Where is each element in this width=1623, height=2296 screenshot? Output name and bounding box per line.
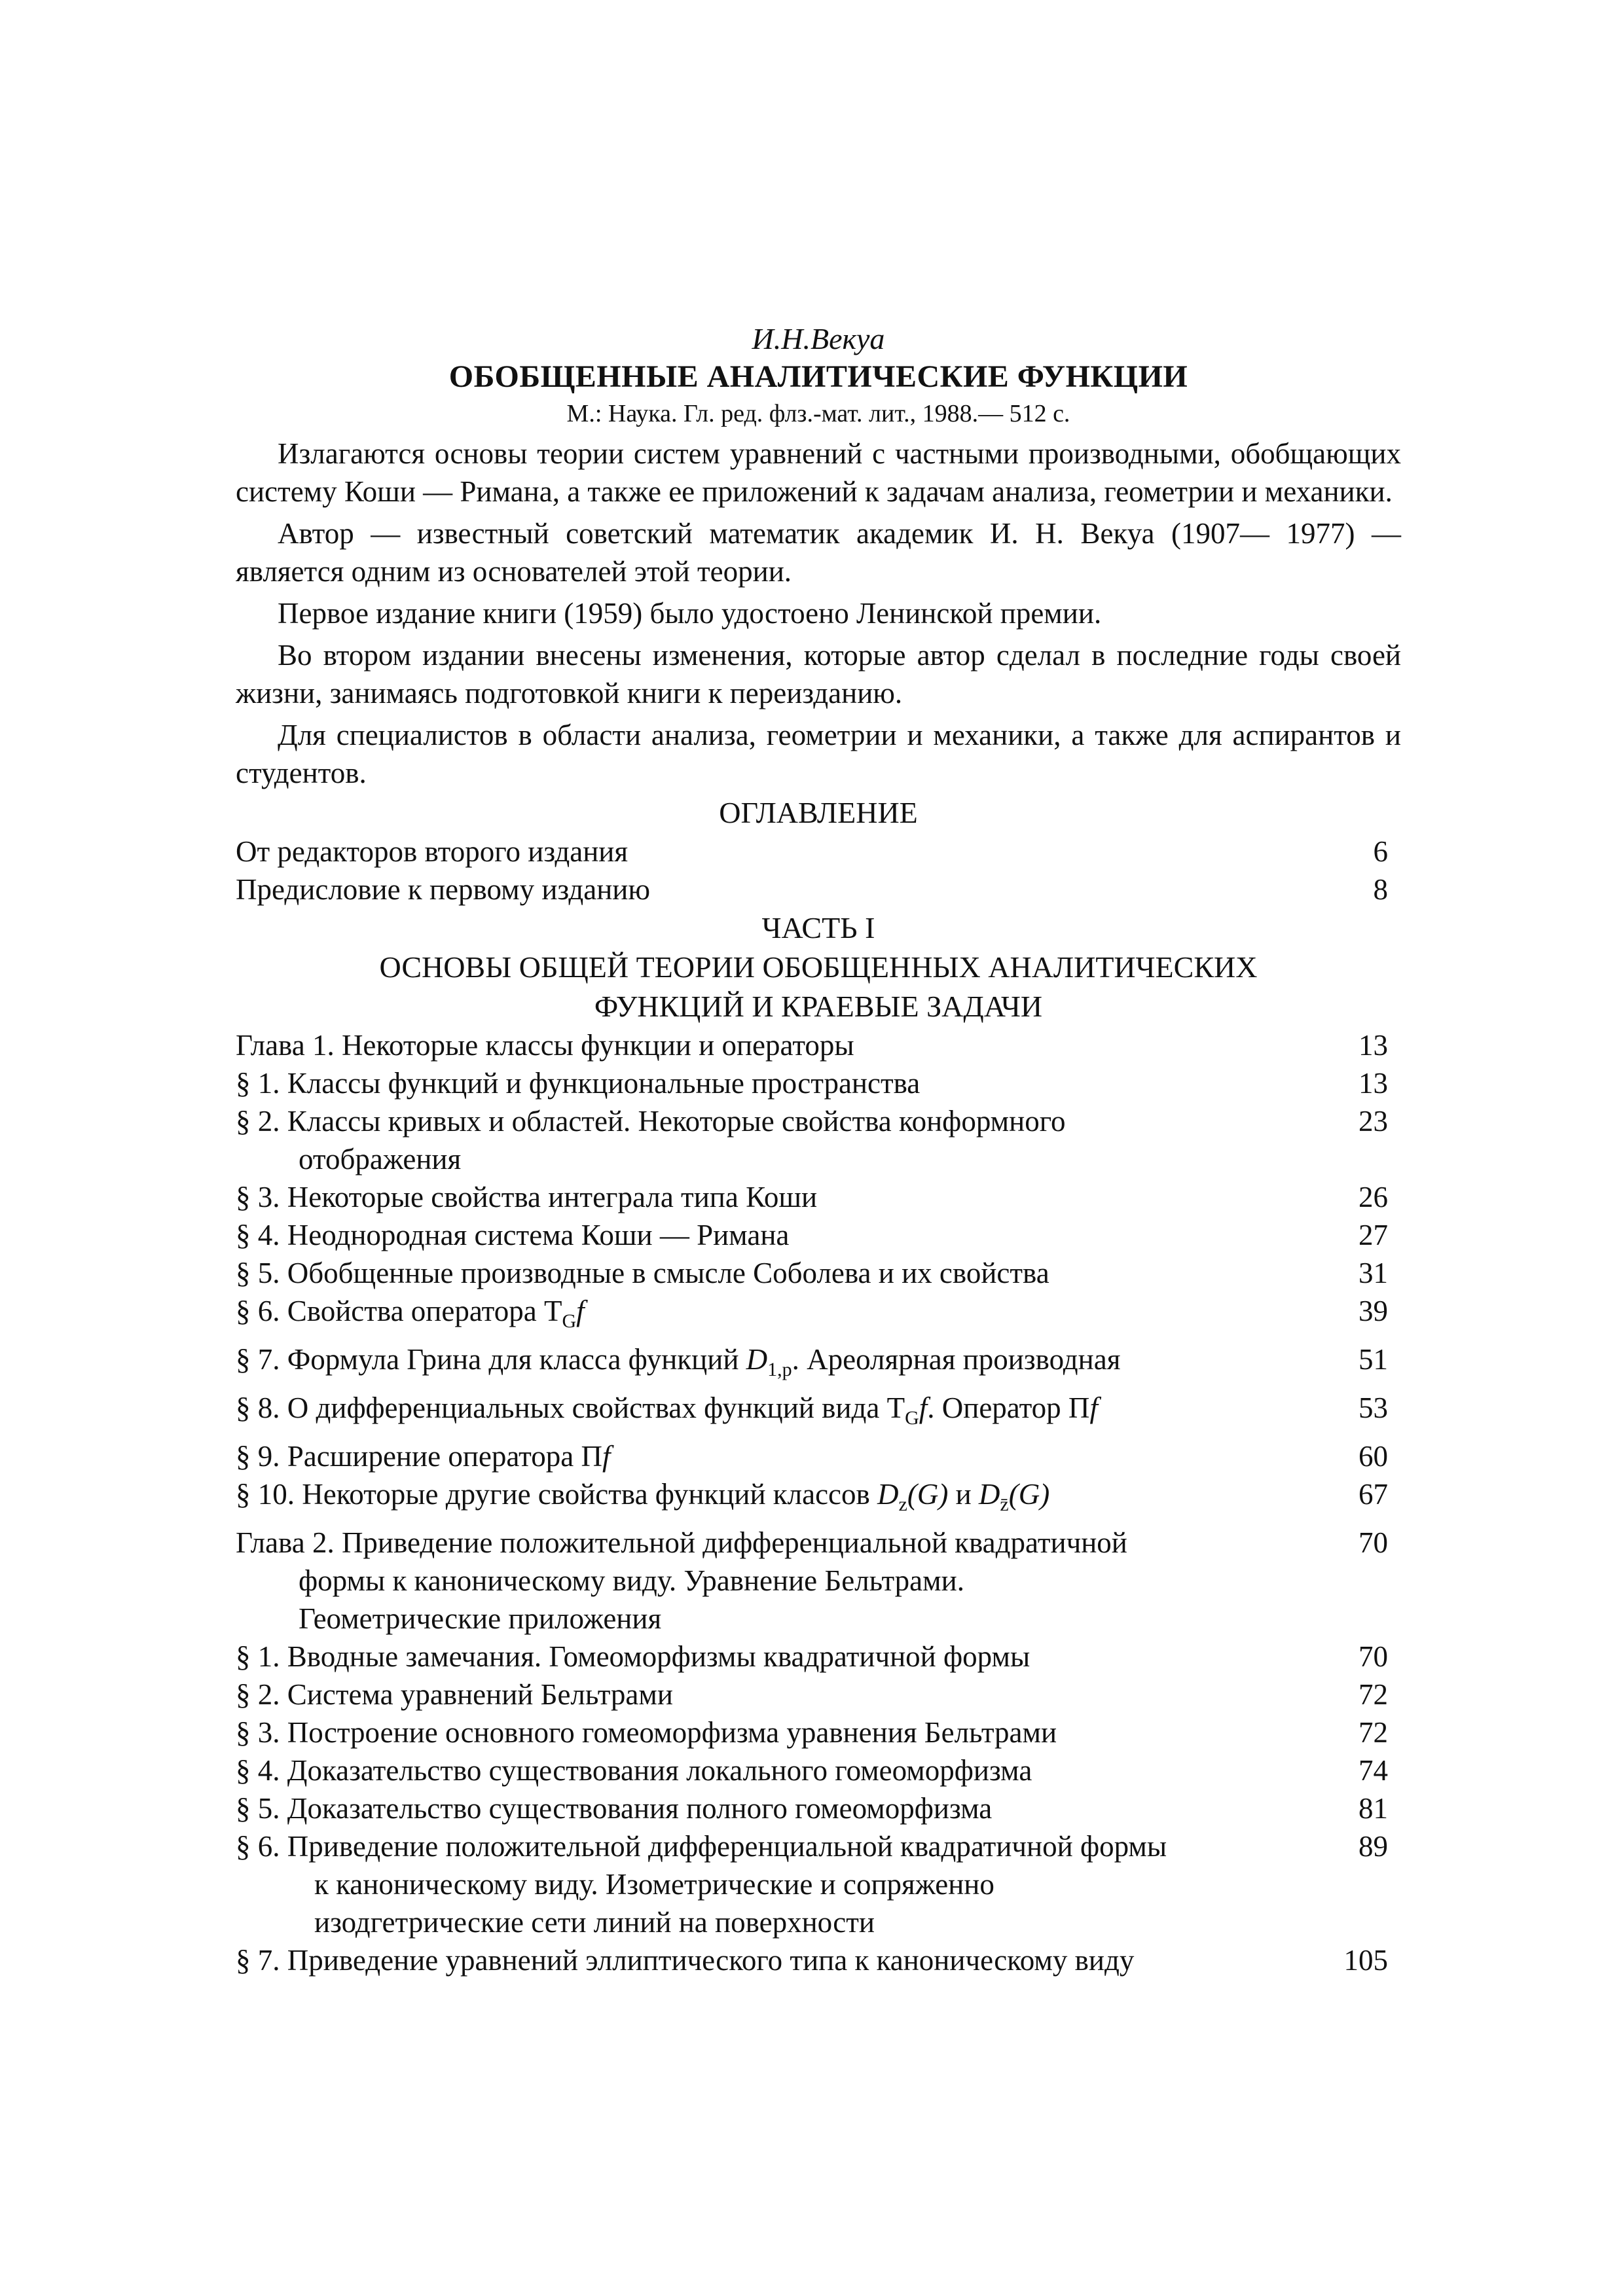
toc-entry-page: 51 [1359,1343,1388,1376]
toc-entry-title: § 6. Приведение положительной дифференциальной квадратичной формы [236,1830,1167,1863]
toc-entry-continuation: к каноническому виду. Изометрические и сопряженно [314,1868,994,1901]
toc-entry-title: § 2. Классы кривых и областей. Некоторые свойства конформного [236,1105,1066,1138]
toc-section [236,1827,1401,1941]
toc-section [236,1638,1401,1676]
abstract-paragraph: Для специалистов в области анализа, геометрии и механики, а также для аспирантов и студентов. [236,719,1401,789]
toc-entry-title: § 3. Построение основного гомеоморфизма уравнения Бельтрами [236,1716,1057,1749]
math-symbol: f [919,1391,928,1424]
abstract-paragraph: Автор — известный советский математик академик И. Н. Векуа (1907— 1977) — является одним из основателей этой теории. [236,517,1401,588]
math-subscript: G [562,1310,577,1332]
toc-entry-title: § 7. Приведение уравнений эллиптического типа к каноническому виду [236,1944,1135,1977]
math-symbol: f [576,1295,585,1327]
toc-entry-page: 8 [1373,873,1388,906]
toc-entry-page: 13 [1359,1067,1388,1100]
toc-entry-title: § 3. Некоторые свойства интеграла типа Коши [236,1181,818,1213]
toc-entry-title-block [236,1524,1322,1638]
toc-section [236,1751,1401,1789]
toc-entry-title: § 6. Свойства оператора T [236,1295,562,1327]
toc-entry-continuation: изодгетрические сети линий на поверхности [314,1906,875,1939]
table-of-contents [236,833,1401,1979]
toc-entry-page: 72 [1359,1678,1388,1711]
toc-entry-title: § 10. Некоторые другие свойства функций классов [236,1478,878,1511]
math-subscript: z̄ [1000,1494,1009,1515]
toc-section [236,1941,1401,1979]
toc-entry-page: 81 [1359,1792,1388,1825]
toc-section [236,1340,1401,1389]
abstract-paragraph: Во втором издании внесены изменения, которые автор сделал в последние годы своей жизни, занимаясь подготовкой книги к переизданию. [236,639,1401,709]
toc-chapter [236,1524,1401,1638]
toc-entry-page: 53 [1359,1391,1388,1424]
toc-entry-title-block [236,1102,1322,1178]
toc-entry-title: § 2. Система уравнений Бельтрами [236,1678,673,1711]
math-symbol: (G) [907,1478,949,1511]
math-symbol: f [1089,1391,1098,1424]
toc-section [236,1102,1401,1178]
toc-section [236,1789,1401,1827]
math-subscript: z [898,1494,907,1515]
toc-entry [236,870,1401,908]
toc-entry-page: 70 [1359,1640,1388,1673]
math-subscript: 1,p [767,1359,792,1380]
toc-entry-title: § 4. Доказательство существования локального гомеоморфизма [236,1754,1032,1787]
toc-entry-title: § 4. Неоднородная система Коши — Римана [236,1219,790,1251]
math-symbol: (G) [1008,1478,1050,1511]
toc-entry-continuation: отображения [299,1143,462,1175]
toc-entry-title-block [236,1437,1322,1475]
part-title-line: ФУНКЦИЙ И КРАЕВЫЕ ЗАДАЧИ [594,990,1043,1023]
toc-section [236,1713,1401,1751]
toc-entry-page: 72 [1359,1716,1388,1749]
book-title: ОБОБЩЕННЫЕ АНАЛИТИЧЕСКИЕ ФУНКЦИИ [448,359,1188,394]
toc-entry-title: § 5. Обобщенные производные в смысле Соболева и их свойства [236,1257,1049,1289]
toc-entry-title: § 7. Формула Грина для класса функций [236,1343,746,1376]
toc-section [236,1254,1401,1292]
toc-section [236,1676,1401,1713]
toc-entry-page: 70 [1359,1526,1388,1559]
part-label: ЧАСТЬ I [761,911,875,944]
toc-entry-tail: и [948,1478,979,1511]
toc-entry-page: 39 [1359,1295,1388,1327]
toc-entry-page: 27 [1359,1219,1388,1251]
document-page [236,321,1401,1979]
toc-entry-page: 31 [1359,1257,1388,1289]
toc-entry-title: От редакторов второго издания [236,835,629,868]
toc-heading: ОГЛАВЛЕНИЕ [719,796,918,829]
toc-entry-tail: . Оператор П [927,1391,1090,1424]
toc-entry-continuation: формы к каноническому виду. Уравнение Бельтрами. [299,1564,964,1597]
toc-section [236,1178,1401,1216]
toc-entry-title: § 1. Классы функций и функциональные пространства [236,1067,921,1100]
toc-entry-page: 89 [1359,1830,1388,1863]
toc-entry-title: Глава 2. Приведение положительной дифференциальной квадратичной [236,1526,1127,1559]
toc-entry-title: Предисловие к первому изданию [236,873,651,906]
toc-section [236,1292,1401,1340]
part-title-line: ОСНОВЫ ОБЩЕЙ ТЕОРИИ ОБОБЩЕННЫХ АНАЛИТИЧЕСКИХ [379,950,1258,984]
toc-entry-page: 67 [1359,1478,1388,1511]
toc-entry-title: § 8. О дифференциальных свойствах функций вида T [236,1391,905,1424]
toc-section [236,1389,1401,1437]
toc-entry-page: 105 [1343,1944,1388,1977]
toc-section [236,1064,1401,1102]
toc-entry-page: 23 [1359,1105,1388,1138]
toc-entry-title-block [236,1292,1322,1340]
toc-section [236,1475,1401,1524]
math-symbol: D [746,1343,768,1376]
book-imprint: М.: Наука. Гл. ред. флз.-мат. лит., 1988.— 512 с. [566,400,1070,427]
toc-entry-title-block [236,1340,1322,1389]
book-author: И.Н.Векуа [752,322,885,355]
toc-section [236,1216,1401,1254]
toc-section [236,1437,1401,1475]
toc-entry-title-block [236,1827,1322,1941]
math-symbol: D [978,1478,1000,1511]
toc-entry-page: 26 [1359,1181,1388,1213]
math-subscript: G [905,1407,919,1429]
toc-entry-page: 60 [1359,1440,1388,1473]
toc-entry-page: 13 [1359,1029,1388,1062]
toc-entry-page: 6 [1373,835,1388,868]
toc-entry-title-block [236,1389,1322,1437]
toc-chapter [236,1026,1401,1064]
toc-entry-tail: . Ареолярная производная [792,1343,1121,1376]
toc-entry-title-block [236,1475,1322,1524]
toc-entry-title: Глава 1. Некоторые классы функции и операторы [236,1029,854,1062]
math-symbol: f [602,1440,611,1473]
toc-entry-page: 74 [1359,1754,1388,1787]
toc-entry-title: § 9. Расширение оператора П [236,1440,602,1473]
toc-entry [236,833,1401,870]
math-symbol: D [877,1478,899,1511]
toc-entry-title: § 5. Доказательство существования полного гомеоморфизма [236,1792,993,1825]
toc-entry-title: § 1. Вводные замечания. Гомеоморфизмы квадратичной формы [236,1640,1030,1673]
abstract-paragraph: Излагаются основы теории систем уравнений с частными производными, обобщающих систему Коши — Римана, а также ее приложений к задачам анализа, геометрии и механики. [236,437,1401,508]
abstract-paragraph: Первое издание книги (1959) было удостоено Ленинской премии. [278,597,1102,630]
toc-entry-continuation: Геометрические приложения [299,1602,662,1635]
